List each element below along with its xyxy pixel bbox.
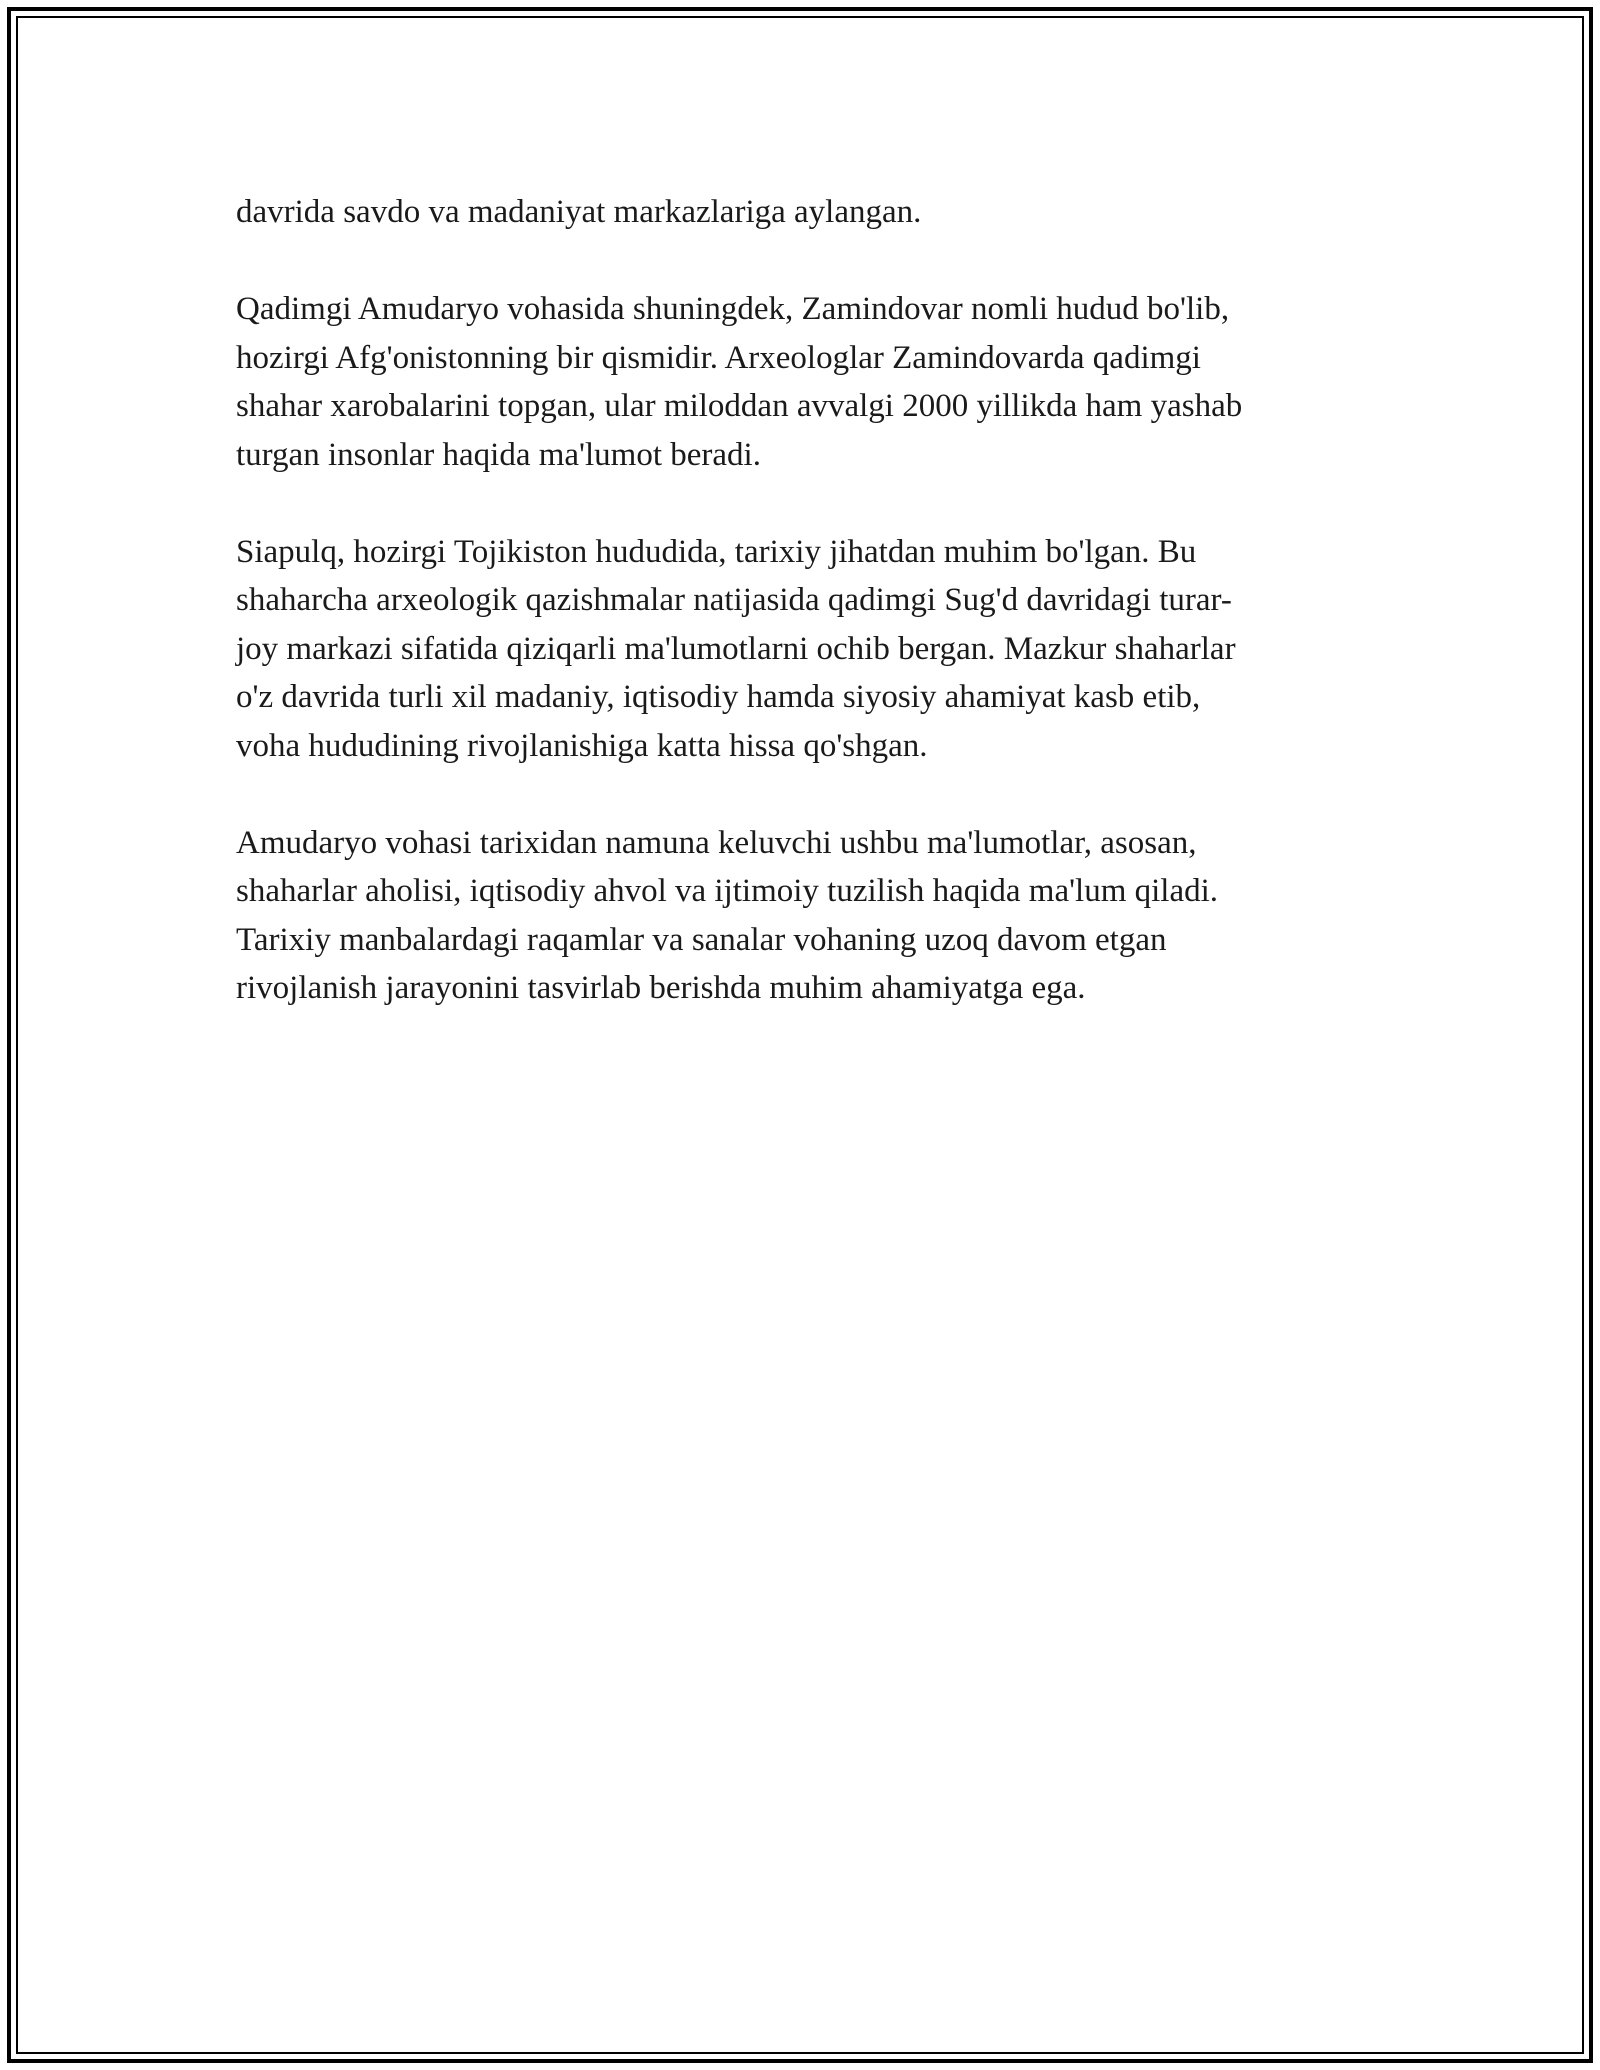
- document-body: [236, 188, 1366, 1061]
- paragraph-conclusion: Amudaryo vohasi tarixidan namuna keluvchi ushbu ma'lumotlar, asosan, shaharlar aholisi, iqtisodiy ahvol va ijtimoiy tuzilish haqida ma'lum qiladi. Tarixiy manbalardagi raqamlar va sanalar vohaning uzoq davom etgan rivojlanish jarayonini tasvirlab berishda muhim ahamiyatga ega.: [236, 824, 1219, 1006]
- paragraph-continuation: davrida savdo va madaniyat markazlariga aylangan.: [236, 194, 922, 230]
- paragraph-zamindovar: Qadimgi Amudaryo vohasida shuningdek, Zamindovar nomli hudud bo'lib, hozirgi Afg'onistonning bir qismidir. Arxeologlar Zamindovarda qadimgi shahar xarobalarini topgan, ular miloddan avvalgi 2000 yillikda ham yashab turgan insonlar haqida ma'lumot beradi.: [236, 291, 1243, 473]
- paragraph-siapulq: Siapulq, hozirgi Tojikiston hududida, tarixiy jihatdan muhim bo'lgan. Bu shaharcha arxeologik qazishmalar natijasida qadimgi Sug'd davridagi turar- joy markazi sifatida qiziqarli ma'lumotlarni ochib bergan. Mazkur shaharlar o'z davrida turli xil madaniy, iqtisodiy hamda siyosiy ahamiyat kasb etib, voha hududining rivojlanishiga katta hissa qo'shgan.: [236, 533, 1236, 764]
